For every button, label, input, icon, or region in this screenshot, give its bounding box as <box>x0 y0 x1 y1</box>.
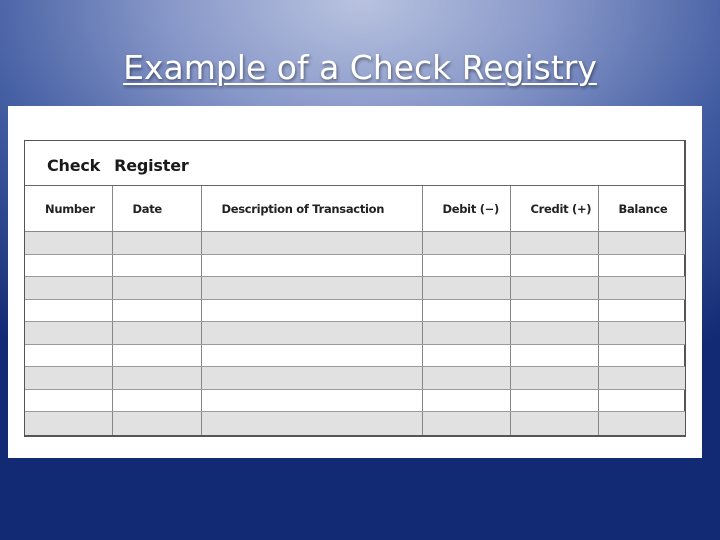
table-cell <box>25 344 112 367</box>
table-cell <box>598 389 685 412</box>
column-header-description: Description of Transaction <box>201 186 422 232</box>
table-cell <box>25 389 112 412</box>
column-header-debit: Debit (−) <box>422 186 510 232</box>
table-row <box>25 299 685 322</box>
table-cell <box>25 277 112 300</box>
table-cell <box>510 412 598 437</box>
check-register-image <box>8 106 702 458</box>
table-row <box>25 322 685 345</box>
register-title-word-check: Check <box>47 156 101 175</box>
table-cell <box>598 412 685 437</box>
table-cell <box>422 322 510 345</box>
register-table <box>25 186 685 437</box>
table-cell <box>598 367 685 390</box>
table-cell <box>201 412 422 437</box>
table-cell <box>25 322 112 345</box>
table-row <box>25 412 685 437</box>
table-cell <box>422 232 510 255</box>
table-cell <box>598 299 685 322</box>
table-cell <box>510 322 598 345</box>
table-row <box>25 344 685 367</box>
table-cell <box>112 322 201 345</box>
table-row <box>25 277 685 300</box>
slide-title: Example of a Check Registry <box>123 48 597 87</box>
table-cell <box>112 232 201 255</box>
table-cell <box>598 254 685 277</box>
table-cell <box>201 277 422 300</box>
table-cell <box>201 254 422 277</box>
table-cell <box>510 232 598 255</box>
table-cell <box>25 412 112 437</box>
column-header-number: Number <box>25 186 112 232</box>
register-header-row <box>25 186 685 232</box>
register-title-word-register: Register <box>114 156 189 175</box>
table-cell <box>201 299 422 322</box>
table-cell <box>112 389 201 412</box>
table-cell <box>598 344 685 367</box>
table-cell <box>422 367 510 390</box>
table-cell <box>510 254 598 277</box>
column-header-credit: Credit (+) <box>510 186 598 232</box>
table-row <box>25 389 685 412</box>
table-cell <box>510 344 598 367</box>
table-cell <box>112 254 201 277</box>
table-cell <box>201 344 422 367</box>
table-row <box>25 254 685 277</box>
table-cell <box>422 389 510 412</box>
table-cell <box>510 277 598 300</box>
table-cell <box>201 367 422 390</box>
register-title <box>25 141 684 186</box>
table-cell <box>25 299 112 322</box>
table-cell <box>201 322 422 345</box>
table-cell <box>510 299 598 322</box>
register-body <box>25 232 685 437</box>
table-cell <box>112 412 201 437</box>
check-register <box>24 140 686 437</box>
table-cell <box>112 299 201 322</box>
table-cell <box>112 344 201 367</box>
table-cell <box>25 232 112 255</box>
table-cell <box>598 322 685 345</box>
table-cell <box>422 277 510 300</box>
table-cell <box>422 412 510 437</box>
table-cell <box>201 232 422 255</box>
table-cell <box>25 254 112 277</box>
table-cell <box>510 367 598 390</box>
table-cell <box>112 277 201 300</box>
column-header-balance: Balance <box>598 186 685 232</box>
table-cell <box>422 299 510 322</box>
table-row <box>25 367 685 390</box>
table-cell <box>510 389 598 412</box>
table-cell <box>112 367 201 390</box>
table-cell <box>422 344 510 367</box>
table-cell <box>598 277 685 300</box>
table-cell <box>422 254 510 277</box>
table-cell <box>201 389 422 412</box>
table-cell <box>25 367 112 390</box>
table-cell <box>598 232 685 255</box>
table-row <box>25 232 685 255</box>
column-header-date: Date <box>112 186 201 232</box>
